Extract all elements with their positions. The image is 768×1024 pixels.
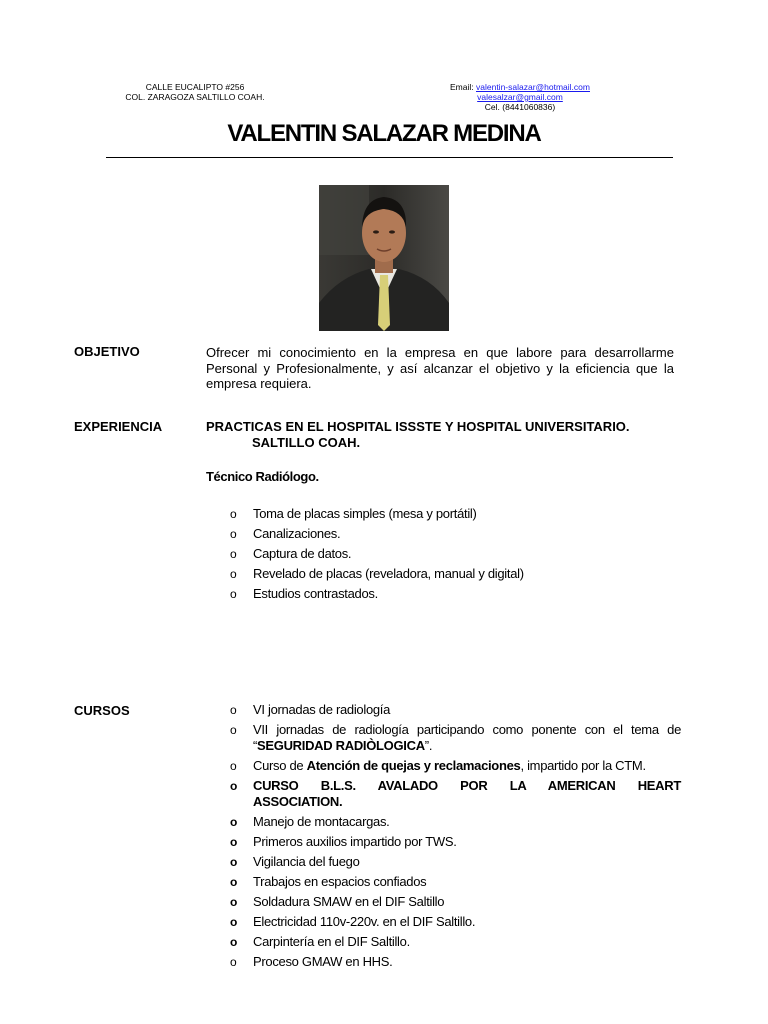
bullet-icon: o bbox=[230, 935, 238, 949]
experience-title bbox=[206, 419, 686, 450]
list-item: o Proceso GMAW en HHS. bbox=[230, 954, 393, 969]
bullet-icon: o bbox=[230, 703, 237, 717]
bullet-icon: o bbox=[230, 567, 237, 581]
bullet-icon: o bbox=[230, 759, 237, 773]
list-item: o VII jornadas de radiología participando como ponente con el tema de “SEGURIDAD RADIÒLOGICA”. bbox=[230, 722, 681, 753]
objective-label: OBJETIVO bbox=[74, 344, 140, 359]
courses-label: CURSOS bbox=[74, 703, 130, 718]
objective-text: Ofrecer mi conocimiento en la empresa en que labore para desarrollarme Personal y Profesionalmente, y así alcanzar el objetivo y la eficiencia que la empresa requiera. bbox=[206, 345, 674, 391]
experience-list bbox=[206, 506, 686, 606]
list-item: o Estudios contrastados. bbox=[230, 586, 378, 601]
job-title: Técnico Radiólogo. bbox=[206, 469, 319, 484]
bullet-icon: o bbox=[230, 723, 237, 737]
list-item: o Toma de placas simples (mesa y portátil) bbox=[230, 506, 477, 521]
email-link-1[interactable]: valentin-salazar@hotmail.com bbox=[476, 82, 590, 92]
address-block bbox=[100, 82, 290, 102]
experience-title-line: SALTILLO COAH. bbox=[252, 434, 361, 450]
list-item: o Soldadura SMAW en el DIF Saltillo bbox=[230, 894, 445, 909]
contact-block bbox=[420, 82, 620, 112]
list-item: o Carpintería en el DIF Saltillo. bbox=[230, 934, 410, 949]
list-item: o Manejo de montacargas. bbox=[230, 814, 390, 829]
experience-title-line: PRACTICAS EN EL HOSPITAL ISSSTE Y HOSPITAL UNIVERSITARIO. bbox=[206, 419, 630, 434]
address-line: COL. ZARAGOZA SALTILLO COAH. bbox=[125, 92, 265, 102]
email-label: Email: bbox=[450, 82, 474, 92]
bullet-icon: o bbox=[230, 895, 238, 909]
email-line bbox=[420, 82, 620, 92]
bullet-icon: o bbox=[230, 587, 237, 601]
list-item: o Primeros auxilios impartido por TWS. bbox=[230, 834, 457, 849]
list-item: o Trabajos en espacios confiados bbox=[230, 874, 427, 889]
candidate-name: VALENTIN SALAZAR MEDINA bbox=[227, 120, 541, 147]
bullet-icon: o bbox=[230, 779, 238, 793]
bullet-icon: o bbox=[230, 855, 238, 869]
experience-label: EXPERIENCIA bbox=[74, 419, 163, 434]
list-item: o Canalizaciones. bbox=[230, 526, 341, 541]
list-item: o Captura de datos. bbox=[230, 546, 352, 561]
bullet-icon: o bbox=[230, 507, 237, 521]
list-item: o Electricidad 110v-220v. en el DIF Saltillo. bbox=[230, 914, 476, 929]
address-line: CALLE EUCALIPTO #256 bbox=[145, 82, 245, 92]
bullet-icon: o bbox=[230, 835, 238, 849]
bullet-icon: o bbox=[230, 915, 238, 929]
portrait-icon bbox=[319, 185, 449, 331]
header-divider bbox=[106, 157, 673, 158]
bullet-icon: o bbox=[230, 955, 237, 969]
bullet-icon: o bbox=[230, 527, 237, 541]
courses-list bbox=[206, 702, 681, 974]
list-item: o VI jornadas de radiología bbox=[230, 702, 391, 717]
list-item: o Curso de Atención de quejas y reclamaciones, impartido por la CTM. bbox=[230, 758, 646, 773]
bullet-icon: o bbox=[230, 815, 238, 829]
list-item: o Revelado de placas (reveladora, manual y digital) bbox=[230, 566, 524, 581]
bullet-icon: o bbox=[230, 875, 238, 889]
bullet-icon: o bbox=[230, 547, 237, 561]
list-item: o Vigilancia del fuego bbox=[230, 854, 360, 869]
portrait-photo bbox=[319, 185, 449, 331]
email-link-2[interactable]: valesalzar@gmail.com bbox=[477, 92, 563, 102]
phone: Cel. (8441060836) bbox=[484, 102, 556, 112]
list-item: o CURSO B.L.S. AVALADO POR LA AMERICAN HEART ASSOCIATION. bbox=[230, 778, 681, 809]
